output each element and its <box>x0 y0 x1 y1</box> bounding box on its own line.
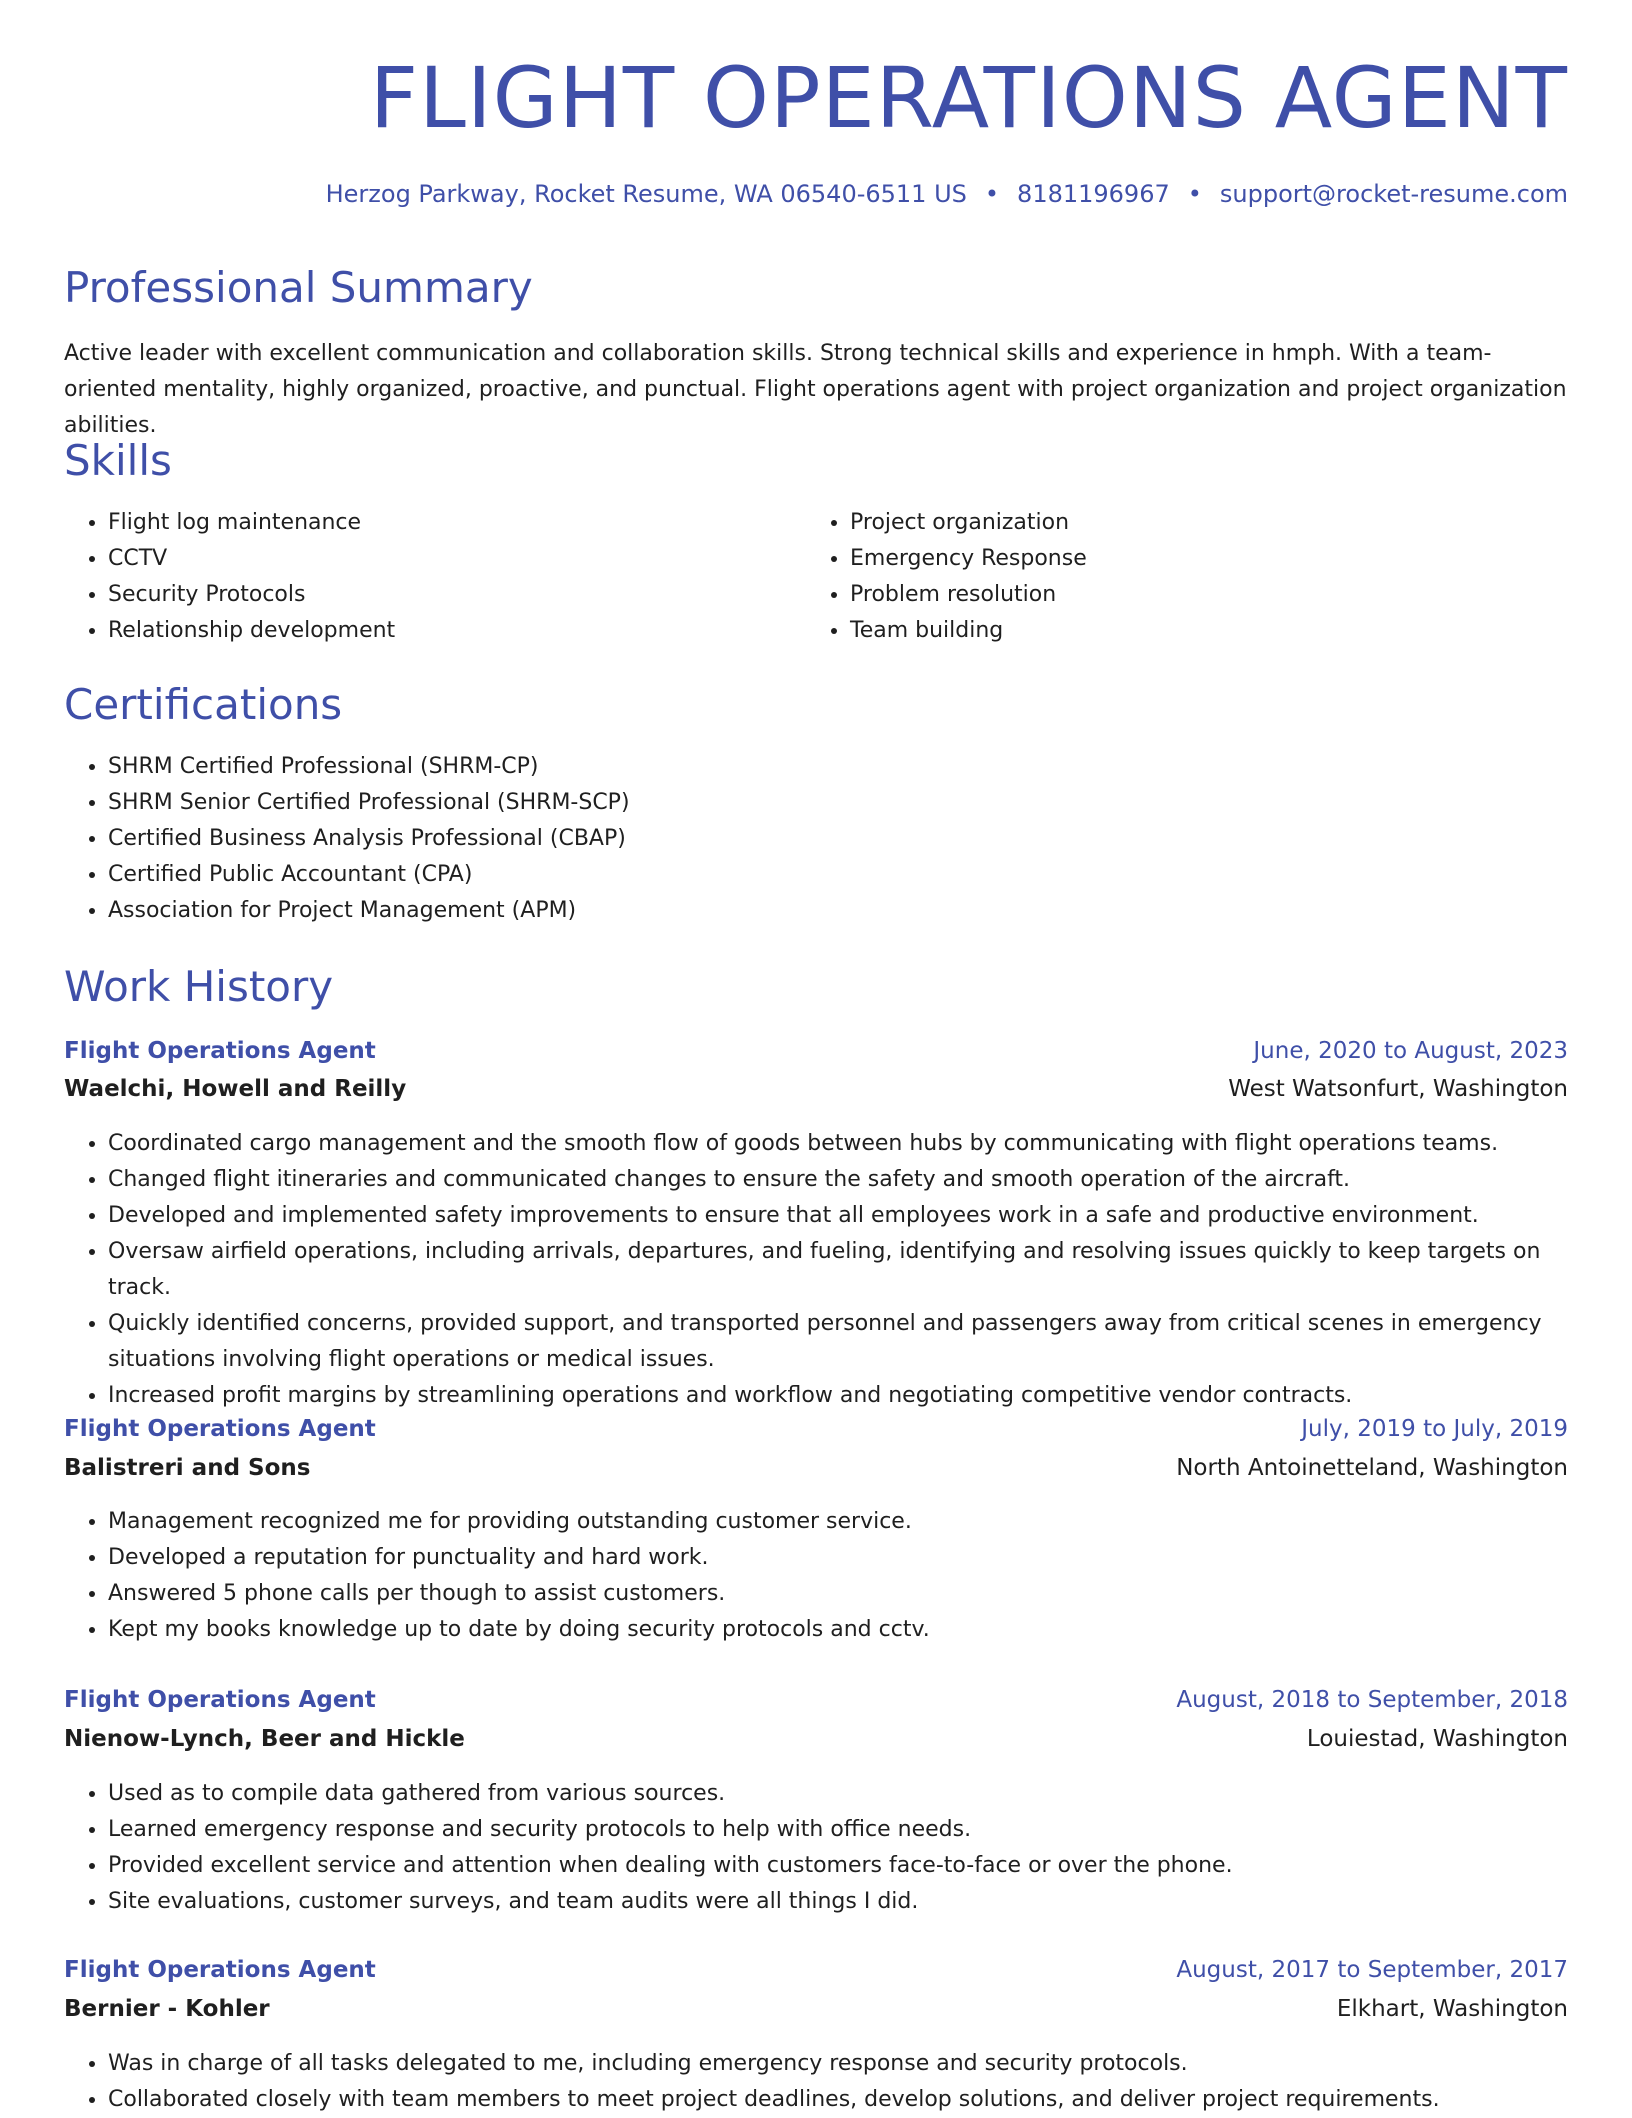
job-subheader <box>64 1076 1568 1106</box>
skill-item: • Problem resolution <box>850 577 1087 613</box>
job-bullet: • Management recognized me for providing outstanding customer service. <box>108 1504 1568 1540</box>
skill-item: • Project organization <box>850 505 1087 541</box>
job-company: Balistreri and Sons <box>64 1455 311 1481</box>
job-company: Waelchi, Howell and Reilly <box>64 1076 407 1102</box>
skills-heading: Skills <box>64 436 172 485</box>
job-bullet: • Changed flight itineraries and communicated changes to ensure the safety and smooth operation of the aircraft. <box>108 1162 1568 1198</box>
contact-email: support@rocket-resume.com <box>1219 180 1568 208</box>
contact-separator: • <box>1187 180 1202 208</box>
job-bullet: • Increased profit margins by streamlining operations and workflow and negotiating competitive vendor contracts. <box>108 1378 1568 1414</box>
job-bullet: • Used as to compile data gathered from various sources. <box>108 1776 1568 1812</box>
certification-item: • SHRM Certified Professional (SHRM-CP) <box>108 749 630 785</box>
job-bullet: • Developed and implemented safety improvements to ensure that all employees work in a safe and productive environment. <box>108 1198 1568 1234</box>
job-bullet: • Collaborated closely with team members to meet project deadlines, develop solutions, and deliver project requirements. <box>108 2082 1568 2118</box>
job-bullet: • Oversaw airfield operations, including arrivals, departures, and fueling, identifying and resolving issues quickly to keep targets on track. <box>108 1234 1568 1306</box>
job-bullet: • Site evaluations, customer surveys, and team audits were all things I did. <box>108 1884 1568 1920</box>
job-dates: July, 2019 to July, 2019 <box>1301 1416 1568 1442</box>
job-location: North Antoinetteland, Washington <box>1176 1455 1568 1481</box>
job-dates: August, 2017 to September, 2017 <box>1176 1957 1568 1983</box>
job-header <box>64 1416 1568 1446</box>
job-bullet: • Provided excellent service and attention when dealing with customers face-to-face or over the phone. <box>108 1848 1568 1884</box>
job-title: Flight Operations Agent <box>64 1687 376 1713</box>
skill-item: • Security Protocols <box>108 577 395 613</box>
job-subheader <box>64 1455 1568 1485</box>
job-dates: June, 2020 to August, 2023 <box>1253 1038 1568 1064</box>
summary-heading: Professional Summary <box>64 263 533 312</box>
skill-item: • Flight log maintenance <box>108 505 395 541</box>
certification-item: • Association for Project Management (APM) <box>108 893 630 929</box>
job-location: Louiestad, Washington <box>1306 1726 1568 1752</box>
job-header <box>64 1687 1568 1717</box>
job-title: Flight Operations Agent <box>64 1416 376 1442</box>
contact-address: Herzog Parkway, Rocket Resume, WA 06540-6511 US <box>325 180 967 208</box>
resume-title: FLIGHT OPERATIONS AGENT <box>369 49 1568 147</box>
job-header <box>64 1957 1568 1987</box>
job-bullet: • Coordinated cargo management and the smooth flow of goods between hubs by communicating with flight operations teams. <box>108 1126 1568 1162</box>
job-bullet: • Answered 5 phone calls per though to assist customers. <box>108 1576 1568 1612</box>
job-header <box>64 1038 1568 1068</box>
job-location: Elkhart, Washington <box>1336 1996 1568 2022</box>
job-title: Flight Operations Agent <box>64 1957 376 1983</box>
job-title: Flight Operations Agent <box>64 1038 376 1064</box>
skills-list-right <box>806 505 1087 649</box>
contact-phone: 8181196967 <box>1017 180 1170 208</box>
skill-item: • CCTV <box>108 541 395 577</box>
job-bullet: • Was in charge of all tasks delegated to me, including emergency response and security protocols. <box>108 2046 1568 2082</box>
work-history-heading: Work History <box>64 962 334 1011</box>
job-bullets <box>64 1126 1568 1414</box>
job-bullet: • Quickly identified concerns, provided support, and transported personnel and passengers away from critical scenes in emergency situations involving flight operations or medical issues. <box>108 1306 1568 1378</box>
job-bullets <box>64 2046 1568 2118</box>
contact-line <box>326 182 1568 206</box>
job-location: West Watsonfurt, Washington <box>1228 1076 1568 1102</box>
job-bullet: • Kept my books knowledge up to date by doing security protocols and cctv. <box>108 1612 1568 1648</box>
job-company: Bernier - Kohler <box>64 1996 270 2022</box>
certifications-list <box>64 749 630 929</box>
contact-separator: • <box>984 180 1000 208</box>
job-subheader <box>64 1726 1568 1756</box>
skill-item: • Relationship development <box>108 613 395 649</box>
job-bullet: • Developed a reputation for punctuality and hard work. <box>108 1540 1568 1576</box>
summary-text: Active leader with excellent communication and collaboration skills. Strong technical skills and experience in hmph. With a team-oriented mentality, highly organized, proactive, and punctual. Flight operations agent with project organization and project organization abilities. <box>64 341 1567 438</box>
job-company: Nienow-Lynch, Beer and Hickle <box>64 1726 465 1752</box>
certification-item: • Certified Business Analysis Professional (CBAP) <box>108 821 630 857</box>
skill-item: • Emergency Response <box>850 541 1087 577</box>
job-bullets <box>64 1504 1568 1648</box>
job-subheader <box>64 1996 1568 2026</box>
job-bullets <box>64 1776 1568 1920</box>
certification-item: • SHRM Senior Certified Professional (SHRM-SCP) <box>108 785 630 821</box>
certification-item: • Certified Public Accountant (CPA) <box>108 857 630 893</box>
job-bullet: • Learned emergency response and security protocols to help with office needs. <box>108 1812 1568 1848</box>
job-dates: August, 2018 to September, 2018 <box>1176 1687 1568 1713</box>
certifications-heading: Certifications <box>64 680 343 729</box>
skills-list-left <box>64 505 395 649</box>
skill-item: • Team building <box>850 613 1087 649</box>
